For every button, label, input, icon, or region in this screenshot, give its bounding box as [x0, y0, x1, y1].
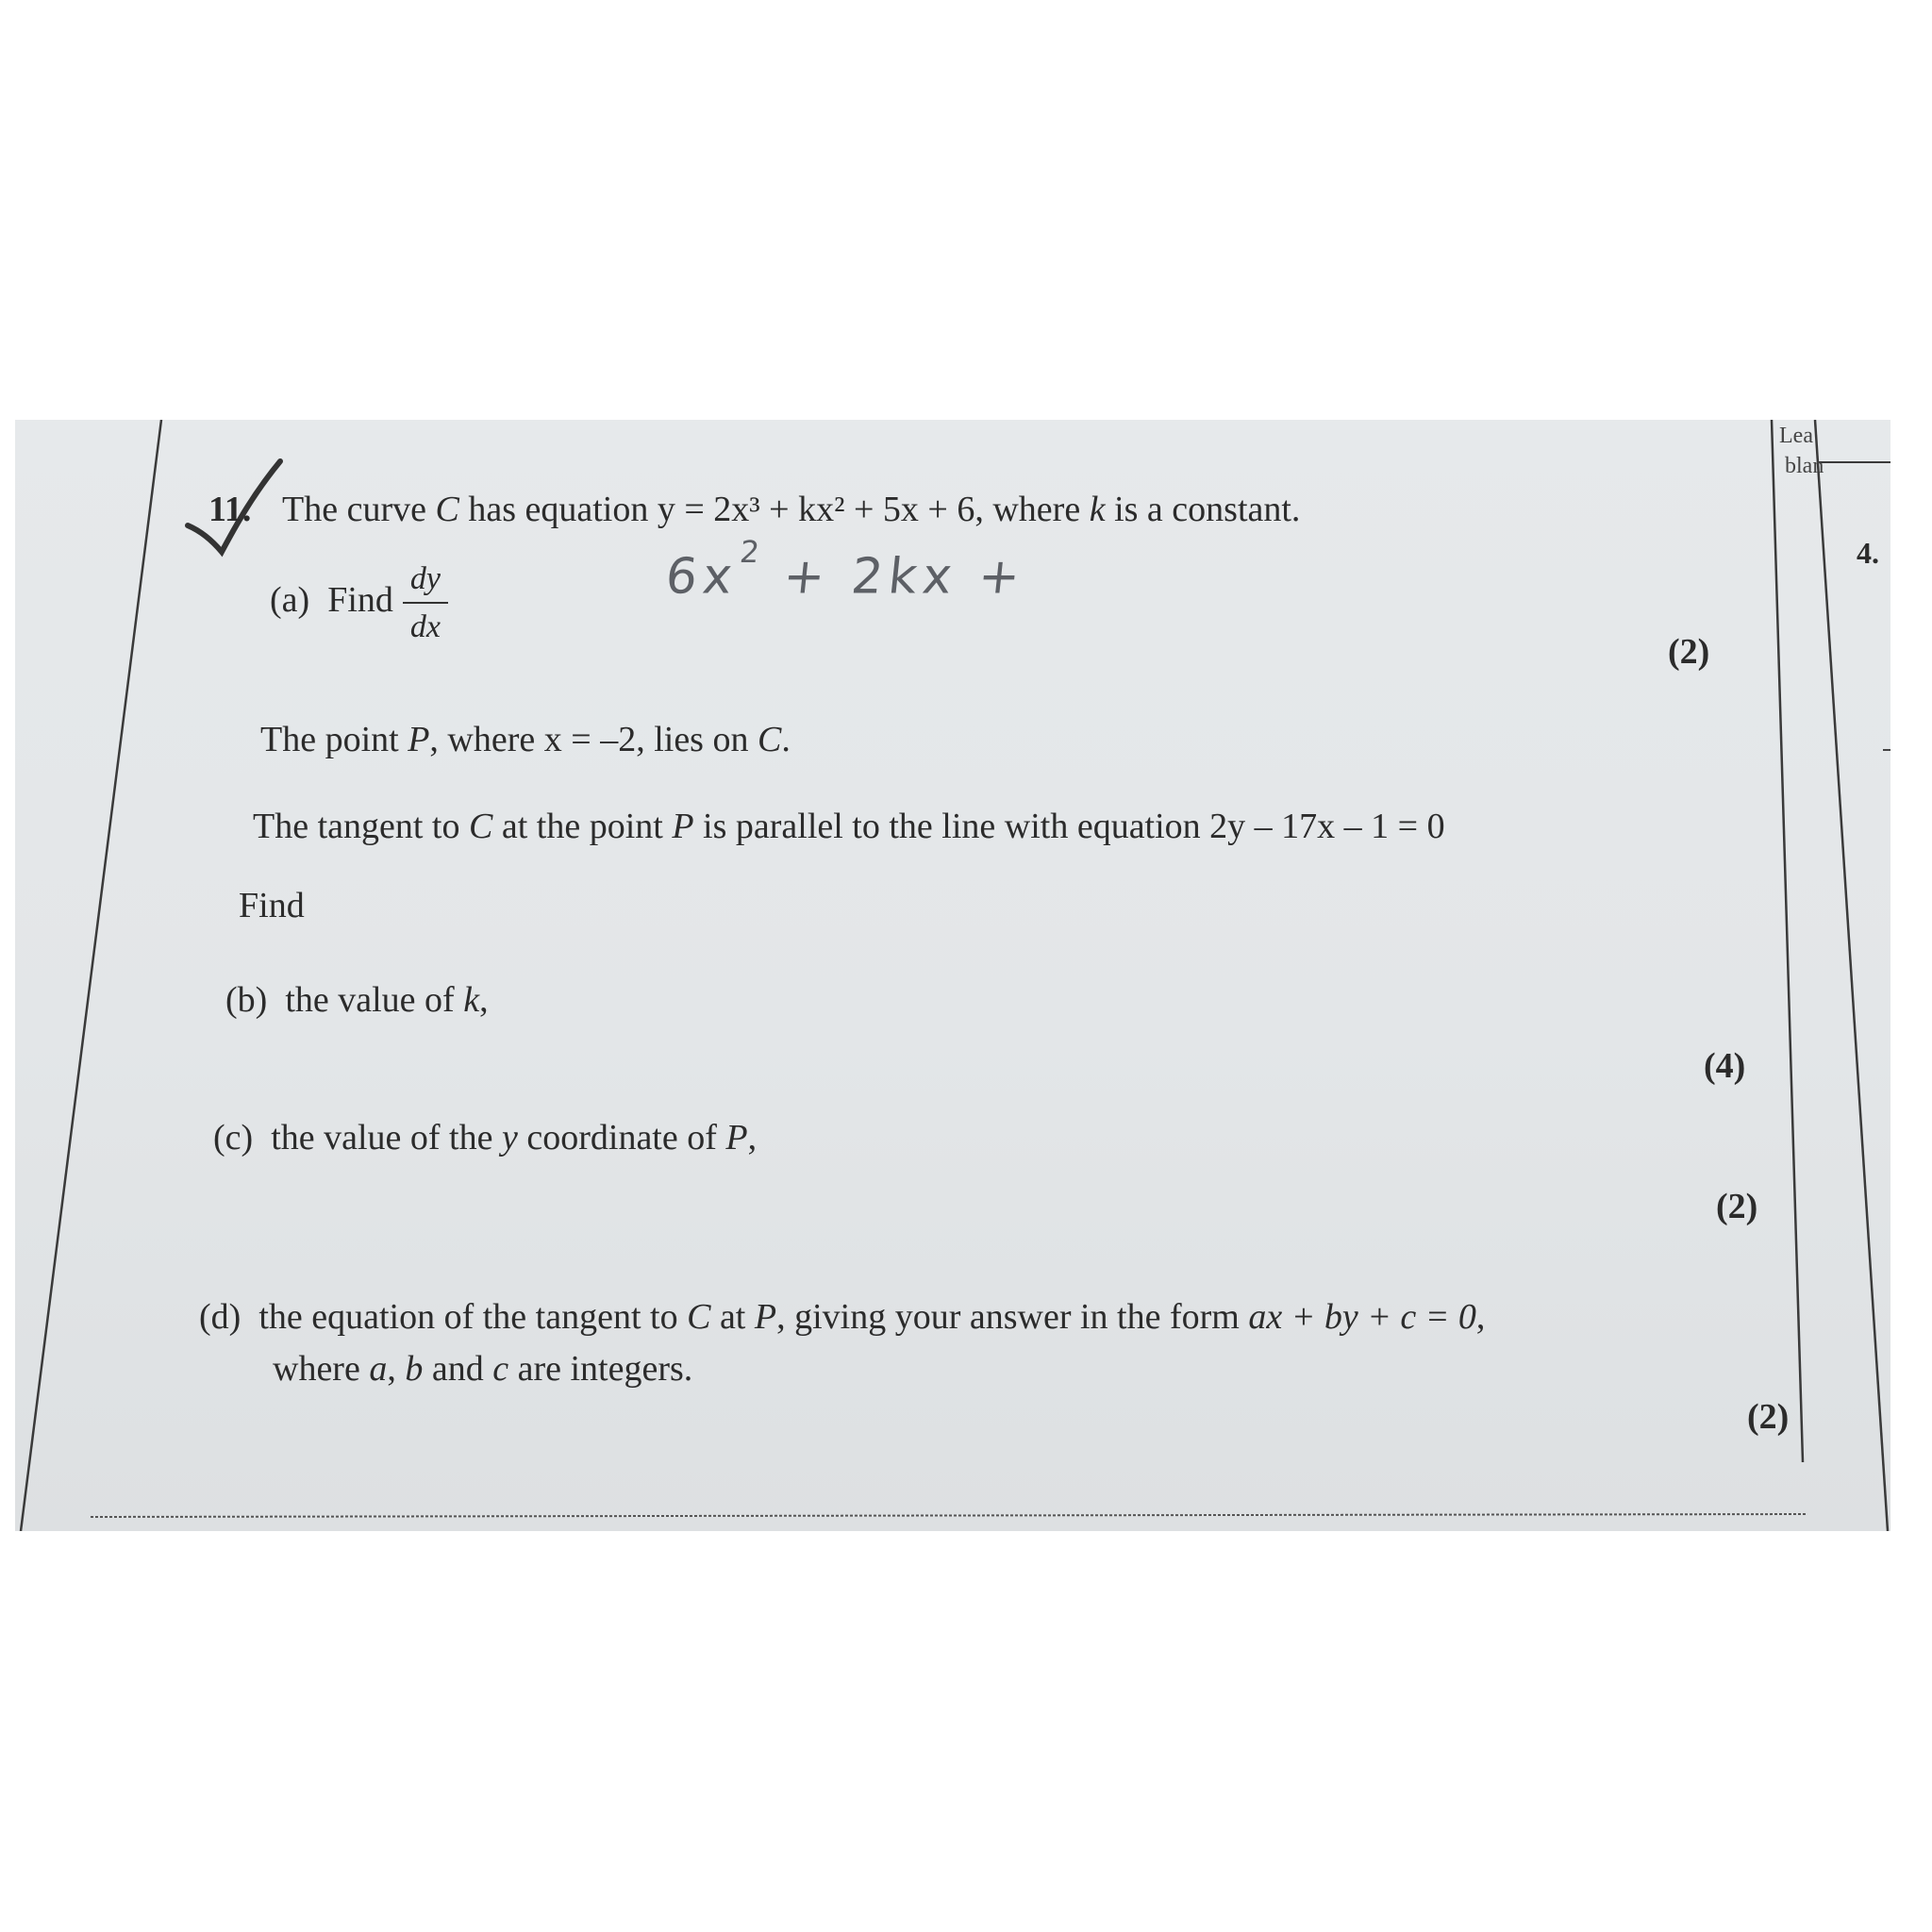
- derivative-fraction: $\frac{dy}{dx}$: [403, 561, 448, 645]
- answer-form: ax + by + c = 0: [1248, 1297, 1476, 1337]
- leave-blank-label-2: blan: [1785, 454, 1824, 478]
- leave-blank-label-1: Lea: [1779, 424, 1813, 448]
- part-c: (c) the value of the y coordinate of P,: [213, 1118, 758, 1158]
- part-c-label: (c): [213, 1118, 254, 1158]
- point-p-statement: The point P, where x = –2, lies on C.: [260, 720, 791, 759]
- part-d-line-2: where a, b and c are integers.: [273, 1349, 693, 1389]
- page-marker: 4.: [1857, 536, 1879, 570]
- tangent-statement: The tangent to C at the point P is parallel to the line with equation 2y – 17x – 1 = 0: [253, 807, 1445, 846]
- part-b-marks: (4): [1704, 1046, 1746, 1086]
- part-a-label: (a): [270, 580, 310, 621]
- part-a-marks: (2): [1668, 632, 1710, 672]
- part-d-label: (d): [199, 1297, 242, 1337]
- part-b-label: (b): [225, 980, 268, 1020]
- part-d-line-1: (d) the equation of the tangent to C at P, giving your answer in the form ax + by + c = 0,: [199, 1297, 1486, 1337]
- part-d-marks: (2): [1747, 1397, 1790, 1437]
- question-number: 11.: [208, 490, 252, 529]
- part-a-text: Find: [327, 580, 393, 621]
- find-label: Find: [239, 886, 305, 925]
- exam-page-photo: [15, 420, 1890, 1531]
- question-stem: The curve C has equation y = 2x³ + kx² + 5x + 6, where k is a constant.: [282, 490, 1301, 529]
- part-c-marks: (2): [1716, 1187, 1758, 1226]
- curve-equation: y = 2x³ + kx² + 5x + 6: [657, 490, 975, 529]
- handwritten-answer: $6x^2 + 2kx$ +: [662, 534, 1029, 606]
- part-a: [270, 561, 448, 645]
- part-b: (b) the value of k,: [225, 980, 489, 1020]
- parallel-line-equation: 2y – 17x – 1 = 0: [1209, 807, 1445, 846]
